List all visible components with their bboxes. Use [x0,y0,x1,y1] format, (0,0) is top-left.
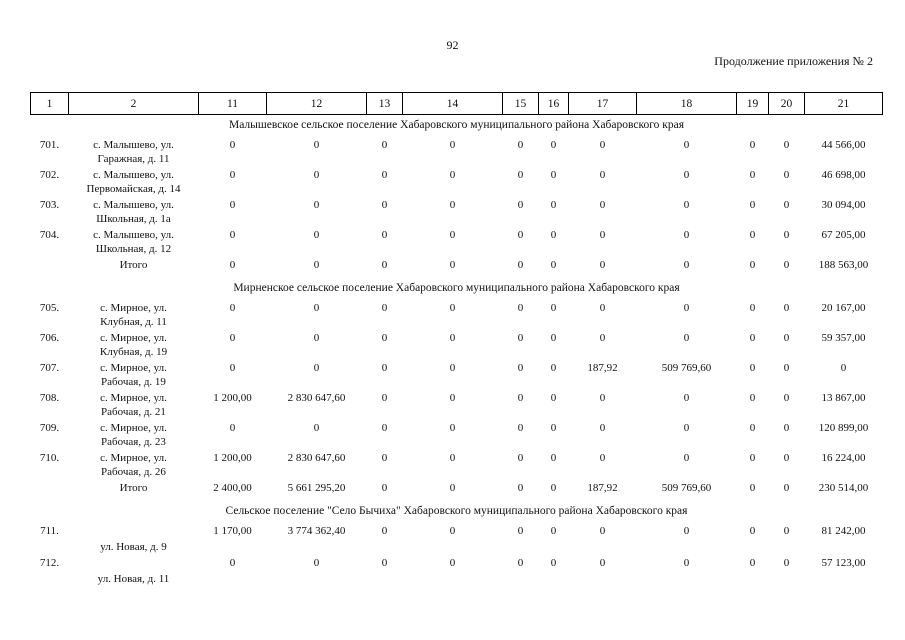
address-line-1: с. Малышево, ул. [93,199,174,211]
value-cell: 2 830 647,60 [287,392,346,404]
value-cell: 0 [683,422,690,434]
value-cell: 0 [381,169,388,181]
section-title-row [31,501,883,524]
row-number: 707. [39,362,60,374]
value-cell: 0 [550,332,557,344]
value-cell: 0 [313,199,320,211]
total-amount-cell: 120 899,00 [818,422,869,434]
value-cell: 0 [783,332,790,344]
value-cell: 187,92 [587,362,618,374]
value-cell: 0 [599,169,606,181]
value-cell: 0 [313,302,320,314]
table-row [31,451,883,481]
value-cell: 0 [749,422,756,434]
total-label: Итого [119,482,148,494]
value-cell: 0 [449,557,456,569]
address-line-1: с. Малышево, ул. [93,139,174,151]
total-amount-cell: 30 094,00 [821,199,866,211]
value-cell: 0 [599,229,606,241]
value-cell: 0 [599,452,606,464]
value-cell: 0 [517,302,524,314]
total-amount-cell: 16 224,00 [821,452,866,464]
value-cell: 0 [550,392,557,404]
value-cell: 0 [381,199,388,211]
value-cell: 0 [749,199,756,211]
address-line-1: с. Мирное, ул. [100,392,167,404]
row-number [31,481,69,501]
address-line-2: Клубная, д. 11 [100,316,167,328]
value-cell: 0 [229,362,236,374]
value-cell: 0 [783,139,790,151]
table-row [31,168,883,198]
value-cell: 0 [683,139,690,151]
value-cell: 0 [449,169,456,181]
value-cell: 0 [449,525,456,537]
column-header: 12 [267,93,367,115]
row-number: 709. [39,422,60,434]
value-cell: 0 [683,525,690,537]
value-cell: 0 [783,482,790,494]
table-row [31,138,883,168]
value-cell: 0 [449,422,456,434]
column-header: 2 [69,93,199,115]
column-header: 20 [769,93,805,115]
column-header: 14 [403,93,503,115]
value-cell: 0 [517,422,524,434]
value-cell: 0 [749,482,756,494]
value-cell: 0 [683,199,690,211]
value-cell: 1 200,00 [213,392,252,404]
address-line-2: Рабочая, д. 26 [101,466,166,478]
table-row [31,301,883,331]
address-cell [69,421,199,451]
value-cell: 0 [599,525,606,537]
value-cell: 0 [449,199,456,211]
section-title: Сельское поселение "Село Бычиха" Хабаровского муниципального района Хабаровского края [225,505,688,517]
address-cell [69,556,199,588]
value-cell: 0 [313,422,320,434]
value-cell: 0 [599,199,606,211]
value-cell: 0 [783,392,790,404]
value-cell: 0 [313,139,320,151]
total-amount-cell: 44 566,00 [821,139,866,151]
value-cell: 5 661 295,20 [287,482,346,494]
value-cell: 0 [783,259,790,271]
value-cell: 0 [381,392,388,404]
value-cell: 0 [517,557,524,569]
table-row [31,391,883,421]
address-line-2: ул. Новая, д. 9 [100,541,167,553]
value-cell: 187,92 [587,482,618,494]
value-cell: 0 [683,229,690,241]
value-cell: 0 [683,557,690,569]
value-cell: 0 [599,392,606,404]
address-line-2: Первомайская, д. 14 [86,183,181,195]
section-title-row [31,278,883,301]
table-row [31,331,883,361]
section-title: Малышевское сельское поселение Хабаровского муниципального района Хабаровского края [228,119,685,131]
column-header: 18 [637,93,737,115]
column-header: 21 [805,93,883,115]
address-line-2: Клубная, д. 19 [99,346,168,358]
row-number: 708. [39,392,60,404]
value-cell: 0 [381,422,388,434]
value-cell: 0 [229,332,236,344]
value-cell: 0 [599,557,606,569]
value-cell: 0 [550,452,557,464]
value-cell: 509 769,60 [661,482,712,494]
column-header: 1 [31,93,69,115]
address-cell [69,361,199,391]
column-header: 19 [737,93,769,115]
value-cell: 0 [599,139,606,151]
value-cell: 0 [517,169,524,181]
value-cell: 0 [381,482,388,494]
value-cell: 0 [749,525,756,537]
value-cell: 0 [783,557,790,569]
value-cell: 0 [749,229,756,241]
row-number: 705. [39,302,60,314]
address-line-2: Школьная, д. 1а [96,213,171,225]
value-cell: 0 [381,362,388,374]
value-cell: 0 [683,259,690,271]
address-line-1: с. Мирное, ул. [100,422,167,434]
value-cell: 0 [683,302,690,314]
value-cell: 0 [683,169,690,181]
row-number: 702. [39,169,60,181]
value-cell: 0 [783,302,790,314]
value-cell: 0 [313,229,320,241]
value-cell: 0 [550,302,557,314]
total-amount-cell: 230 514,00 [818,482,869,494]
address-line-2: Рабочая, д. 21 [101,406,166,418]
value-cell: 0 [749,259,756,271]
value-cell: 0 [517,332,524,344]
total-amount-cell: 188 563,00 [818,259,869,271]
total-row [31,481,883,501]
value-cell: 0 [550,259,557,271]
value-cell: 0 [449,362,456,374]
row-number: 711. [40,525,59,537]
value-cell: 0 [229,259,236,271]
row-number: 710. [39,452,60,464]
value-cell: 509 769,60 [661,362,712,374]
value-cell: 0 [313,169,320,181]
value-cell: 0 [783,525,790,537]
value-cell: 1 200,00 [213,452,252,464]
value-cell: 0 [550,557,557,569]
value-cell: 0 [449,139,456,151]
table-row [31,361,883,391]
total-amount-cell: 59 357,00 [821,332,866,344]
column-header: 17 [569,93,637,115]
value-cell: 0 [229,302,236,314]
value-cell: 0 [517,139,524,151]
value-cell: 2 400,00 [213,482,252,494]
value-cell: 0 [550,199,557,211]
address-cell [69,524,199,556]
address-cell [69,451,199,481]
value-cell: 0 [313,332,320,344]
column-header: 16 [539,93,569,115]
value-cell: 0 [550,139,557,151]
value-cell: 0 [749,362,756,374]
address-line-2: Рабочая, д. 23 [101,436,166,448]
table-row [31,198,883,228]
continuation-label: Продолжение приложения № 2 [714,54,873,68]
value-cell: 0 [550,229,557,241]
value-cell: 0 [517,362,524,374]
address-cell [69,198,199,228]
row-number: 703. [39,199,60,211]
address-line-2: Рабочая, д. 19 [101,376,166,388]
value-cell: 0 [313,557,320,569]
value-cell: 0 [381,139,388,151]
value-cell: 0 [381,229,388,241]
value-cell: 0 [749,169,756,181]
value-cell: 0 [599,422,606,434]
row-number [31,258,69,278]
value-cell: 0 [449,229,456,241]
total-amount-cell: 67 205,00 [821,229,866,241]
address-line-1: с. Мирное, ул. [100,452,167,464]
value-cell: 0 [313,259,320,271]
total-row [31,258,883,278]
address-cell [69,138,199,168]
value-cell: 0 [783,199,790,211]
value-cell: 0 [381,259,388,271]
value-cell: 0 [749,302,756,314]
value-cell: 0 [550,169,557,181]
total-label: Итого [119,259,148,271]
value-cell: 0 [749,392,756,404]
address-cell [69,301,199,331]
value-cell: 0 [550,482,557,494]
header-row [31,93,883,115]
value-cell: 0 [517,199,524,211]
column-header: 11 [199,93,267,115]
value-cell: 0 [229,229,236,241]
total-amount-cell: 81 242,00 [821,525,866,537]
page-number: 92 [446,38,459,52]
total-amount-cell: 13 867,00 [821,392,866,404]
value-cell: 0 [229,139,236,151]
address-line-2: Школьная, д. 12 [95,243,172,255]
value-cell: 3 774 362,40 [287,525,346,537]
column-header: 13 [367,93,403,115]
column-header: 15 [503,93,539,115]
value-cell: 0 [749,139,756,151]
value-cell: 0 [550,525,557,537]
value-cell: 0 [683,452,690,464]
value-cell: 0 [517,229,524,241]
total-amount-cell: 20 167,00 [821,302,866,314]
value-cell: 0 [381,452,388,464]
table-body [31,115,883,589]
table-row [31,524,883,556]
value-cell: 0 [783,452,790,464]
value-cell: 0 [449,332,456,344]
row-number: 712. [39,557,60,569]
value-cell: 0 [683,392,690,404]
value-cell: 0 [517,259,524,271]
row-number: 706. [39,332,60,344]
value-cell: 0 [229,557,236,569]
value-cell: 0 [599,302,606,314]
value-cell: 0 [783,422,790,434]
total-amount-cell: 57 123,00 [821,557,866,569]
value-cell: 0 [517,525,524,537]
value-cell: 0 [599,332,606,344]
value-cell: 0 [783,169,790,181]
value-cell: 0 [449,259,456,271]
address-cell [69,168,199,198]
value-cell: 0 [229,169,236,181]
row-number: 704. [39,229,60,241]
total-amount-cell: 46 698,00 [821,169,866,181]
value-cell: 0 [517,482,524,494]
value-cell: 0 [449,302,456,314]
section-title: Мирненское сельское поселение Хабаровского муниципального района Хабаровского края [233,282,680,294]
value-cell: 0 [749,452,756,464]
table-row [31,228,883,258]
table-row [31,421,883,451]
value-cell: 0 [229,422,236,434]
address-line-1: с. Малышево, ул. [93,229,174,241]
data-table [30,92,883,588]
value-cell: 0 [229,199,236,211]
value-cell: 0 [313,362,320,374]
value-cell: 1 170,00 [213,525,252,537]
address-cell [69,228,199,258]
value-cell: 0 [550,422,557,434]
address-line-1: с. Мирное, ул. [100,302,167,314]
value-cell: 0 [550,362,557,374]
value-cell: 0 [449,452,456,464]
value-cell: 0 [381,332,388,344]
address-line-2: ул. Новая, д. 11 [97,573,170,585]
row-number: 701. [39,139,60,151]
value-cell: 0 [749,332,756,344]
value-cell: 0 [381,525,388,537]
value-cell: 0 [683,332,690,344]
value-cell: 2 830 647,60 [287,452,346,464]
address-line-1: с. Мирное, ул. [100,332,167,344]
table-row [31,556,883,588]
value-cell: 0 [449,392,456,404]
value-cell: 0 [381,302,388,314]
value-cell: 0 [783,362,790,374]
value-cell: 0 [599,259,606,271]
value-cell: 0 [449,482,456,494]
value-cell: 0 [381,557,388,569]
address-line-1: с. Мирное, ул. [100,362,167,374]
address-cell [69,331,199,361]
value-cell: 0 [783,229,790,241]
value-cell: 0 [517,452,524,464]
value-cell: 0 [749,557,756,569]
section-title-row [31,115,883,139]
address-line-1: с. Малышево, ул. [93,169,174,181]
address-line-2: Гаражная, д. 11 [97,153,170,165]
total-amount-cell: 0 [840,362,847,374]
address-cell [69,391,199,421]
value-cell: 0 [517,392,524,404]
